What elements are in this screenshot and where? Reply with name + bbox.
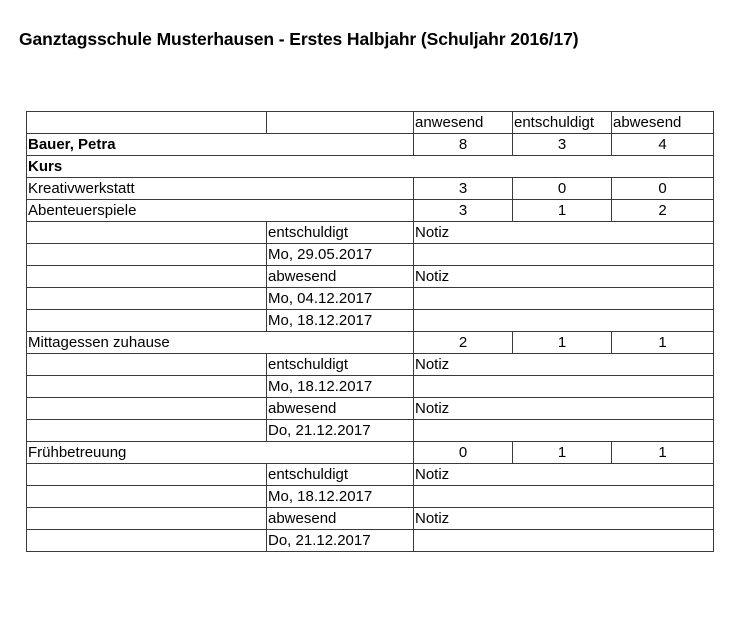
course-name: Frühbetreuung — [27, 442, 414, 464]
course-anwesend: 0 — [414, 442, 513, 464]
detail-row — [27, 398, 714, 420]
page-title: Ganztagsschule Musterhausen - Erstes Halbjahr (Schuljahr 2016/17) — [19, 29, 579, 49]
course-entschuldigt: 0 — [513, 178, 612, 200]
detail-row — [27, 310, 714, 332]
detail-note: Notiz — [414, 222, 714, 244]
detail-row — [27, 222, 714, 244]
course-abwesend: 1 — [612, 442, 714, 464]
course-row — [27, 200, 714, 222]
detail-blank — [27, 464, 267, 486]
detail-note-value — [414, 376, 714, 398]
course-abwesend: 1 — [612, 332, 714, 354]
detail-blank — [27, 376, 267, 398]
detail-blank — [27, 508, 267, 530]
detail-row — [27, 244, 714, 266]
header-blank-1 — [27, 112, 267, 134]
course-anwesend: 2 — [414, 332, 513, 354]
detail-blank — [27, 398, 267, 420]
detail-blank — [27, 530, 267, 552]
student-abwesend: 4 — [612, 134, 714, 156]
course-abwesend: 2 — [612, 200, 714, 222]
detail-note-value — [414, 486, 714, 508]
course-anwesend: 3 — [414, 200, 513, 222]
detail-note-value — [414, 288, 714, 310]
detail-note: Notiz — [414, 354, 714, 376]
detail-row — [27, 420, 714, 442]
detail-blank — [27, 420, 267, 442]
detail-blank — [27, 354, 267, 376]
course-row — [27, 442, 714, 464]
detail-note: Notiz — [414, 508, 714, 530]
detail-status: abwesend — [267, 266, 414, 288]
attendance-table — [26, 111, 714, 552]
course-name: Abenteuerspiele — [27, 200, 414, 222]
detail-note-value — [414, 310, 714, 332]
detail-row — [27, 464, 714, 486]
course-row — [27, 332, 714, 354]
student-entschuldigt: 3 — [513, 134, 612, 156]
detail-note: Notiz — [414, 398, 714, 420]
detail-date: Do, 21.12.2017 — [267, 530, 414, 552]
detail-row — [27, 266, 714, 288]
student-name: Bauer, Petra — [27, 134, 414, 156]
detail-status: entschuldigt — [267, 354, 414, 376]
section-row — [27, 156, 714, 178]
detail-status: abwesend — [267, 508, 414, 530]
detail-blank — [27, 486, 267, 508]
student-anwesend: 8 — [414, 134, 513, 156]
detail-date: Mo, 29.05.2017 — [267, 244, 414, 266]
detail-note-value — [414, 244, 714, 266]
detail-status: entschuldigt — [267, 222, 414, 244]
course-row — [27, 178, 714, 200]
course-abwesend: 0 — [612, 178, 714, 200]
detail-status: entschuldigt — [267, 464, 414, 486]
detail-blank — [27, 288, 267, 310]
detail-row — [27, 354, 714, 376]
course-anwesend: 3 — [414, 178, 513, 200]
detail-date: Mo, 18.12.2017 — [267, 310, 414, 332]
detail-status: abwesend — [267, 398, 414, 420]
detail-row — [27, 530, 714, 552]
course-name: Mittagessen zuhause — [27, 332, 414, 354]
detail-date: Mo, 04.12.2017 — [267, 288, 414, 310]
header-blank-2 — [267, 112, 414, 134]
detail-note-value — [414, 420, 714, 442]
detail-note: Notiz — [414, 464, 714, 486]
detail-date: Mo, 18.12.2017 — [267, 486, 414, 508]
detail-note-value — [414, 530, 714, 552]
course-entschuldigt: 1 — [513, 200, 612, 222]
section-label: Kurs — [27, 156, 714, 178]
course-entschuldigt: 1 — [513, 442, 612, 464]
detail-row — [27, 508, 714, 530]
detail-row — [27, 486, 714, 508]
detail-blank — [27, 222, 267, 244]
detail-date: Do, 21.12.2017 — [267, 420, 414, 442]
header-abwesend: abwesend — [612, 112, 714, 134]
student-row — [27, 134, 714, 156]
detail-note: Notiz — [414, 266, 714, 288]
detail-row — [27, 288, 714, 310]
detail-blank — [27, 310, 267, 332]
detail-blank — [27, 244, 267, 266]
header-entschuldigt: entschuldigt — [513, 112, 612, 134]
detail-date: Mo, 18.12.2017 — [267, 376, 414, 398]
course-entschuldigt: 1 — [513, 332, 612, 354]
header-row — [27, 112, 714, 134]
header-anwesend: anwesend — [414, 112, 513, 134]
detail-blank — [27, 266, 267, 288]
course-name: Kreativwerkstatt — [27, 178, 414, 200]
detail-row — [27, 376, 714, 398]
